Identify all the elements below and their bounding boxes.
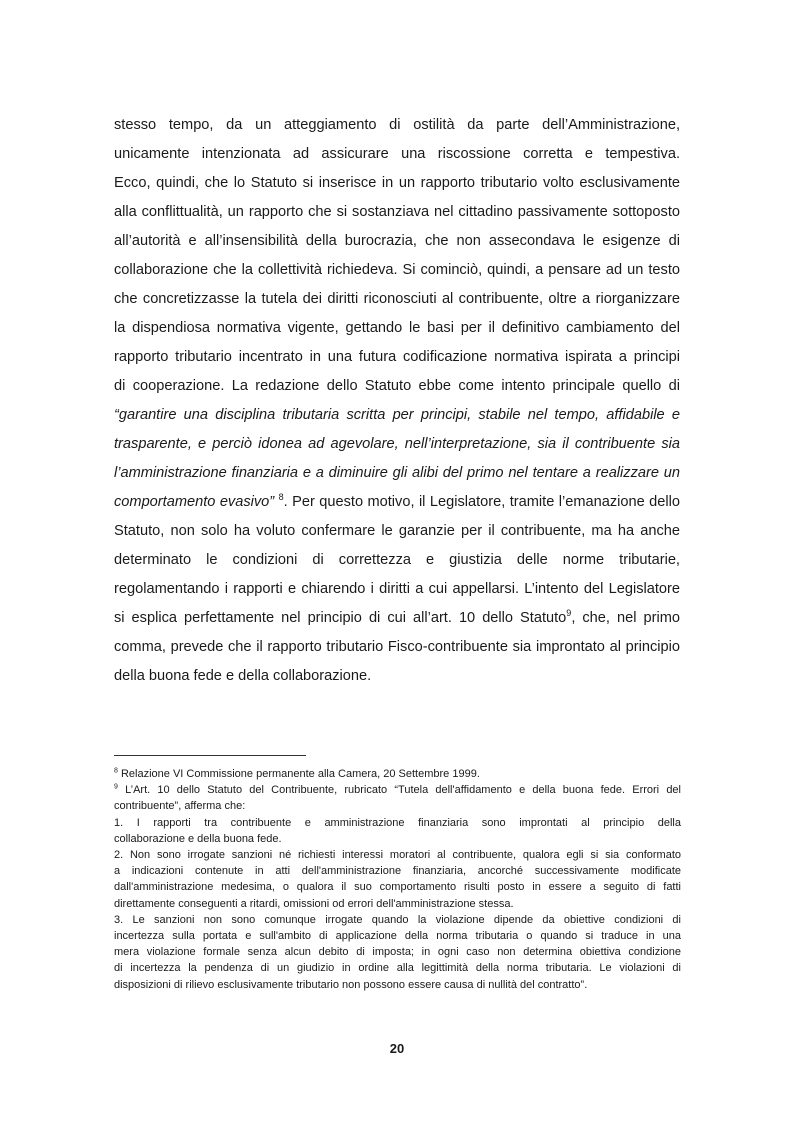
quote-text: trasparente, e perciò idonea ad agevolare, nell’interpretazione, sia il contribuente sia: [114, 436, 680, 452]
footnote-line: mera violazione formale senza alcun debito di imposta; in ogni caso non determina obiettiva condizione: [114, 946, 681, 959]
footnote-line: 2. Non sono irrogate sanzioni né richiesti interessi moratori al contribuente, qualora egli si sia conformato: [114, 849, 681, 862]
quote-line: [114, 430, 680, 459]
footnote-line: dall'amministrazione medesima, o qualora il suo comportamento risulti posto in essere a seguito di fatti: [114, 881, 681, 894]
body-line: che concretizzasse la tutela dei diritti riconosciuti al contribuente, oltre a riorganizzare: [114, 291, 680, 307]
footnote-ref-line: [114, 604, 680, 633]
quote-end: comportamento evasivo”: [114, 494, 275, 510]
body-line: stesso tempo, da un atteggiamento di ostilità da parte dell’Amministrazione,: [114, 117, 680, 133]
footnote-line: contribuente”, afferma che:: [114, 800, 246, 813]
quote-line: [114, 459, 680, 488]
footnote-line: disposizioni di rilievo esclusivamente tributario non possono essere causa di nullità del contratto”.: [114, 978, 588, 991]
body-line: della buona fede e della collaborazione.: [114, 668, 372, 684]
footnotes: [114, 766, 681, 993]
footnote-ref-9[interactable]: 9: [566, 608, 572, 619]
body-segment: si esplica perfettamente nel principio di cui all’art. 10 dello Statuto: [114, 610, 567, 626]
footnote-line: 3. Le sanzioni non sono comunque irrogate quando la violazione dipende da obiettive condizioni di: [114, 913, 681, 926]
body-text: [114, 111, 680, 691]
footnote-8: [114, 766, 681, 782]
body-line: alla conflittualità, un rapporto che si sostanziava nel cittadino passivamente sottoposto: [114, 204, 680, 220]
footnote-9: [114, 782, 681, 798]
body-line: Statuto, non solo ha voluto confermare le garanzie per il contribuente, ma ha anche: [114, 523, 680, 539]
footnote-line: direttamente conseguenti a ritardi, omissioni od errori dell'amministrazione stessa.: [114, 897, 514, 910]
footnote-separator: [114, 755, 306, 756]
page-number: 20: [389, 1041, 405, 1056]
body-line: regolamentando i rapporti e chiarendo i diritti a cui appellarsi. L’intento del Legislatore: [114, 581, 680, 597]
footnote-line: a indicazioni contenute in atti dell'amministrazione finanziaria, ancorché successivamente modificate: [114, 865, 681, 878]
footnote-line: 1. I rapporti tra contribuente e amministrazione finanziaria sono improntati al principio della: [114, 816, 681, 829]
footnote-line: collaborazione e della buona fede.: [114, 832, 282, 845]
quote-end-line: [114, 488, 680, 517]
body-line: all’autorità e all’insensibilità della burocrazia, che non assecondava le esigenze di: [114, 233, 680, 249]
footnote-number: 8: [114, 767, 118, 775]
quote-text: l’amministrazione finanziaria e a diminuire gli alibi del primo nel tentare a realizzare un: [114, 465, 680, 481]
footnote-text: L’Art. 10 dello Statuto del Contribuente, rubricato “Tutela dell'affidamento e della buona fede. Errori del: [125, 784, 681, 797]
after-quote-text: . Per questo motivo, il Legislatore, tramite l’emanazione dello: [283, 494, 681, 510]
body-line: Ecco, quindi, che lo Statuto si inserisce in un rapporto tributario volto esclusivamente: [114, 175, 680, 191]
body-line: determinato le condizioni di correttezza e giustizia delle norme tributarie,: [114, 552, 680, 568]
quote-line: [114, 401, 680, 430]
body-segment: , che, nel primo: [571, 610, 680, 626]
footnote-text: Relazione VI Commissione permanente alla Camera, 20 Settembre 1999.: [120, 768, 480, 780]
body-line: rapporto tributario incentrato in una futura codificazione normativa ispirata a principi: [114, 349, 680, 365]
footnote-number: 9: [114, 783, 118, 791]
footnote-line: incertezza sulla portata e sull'ambito di applicazione della norma tributaria o quando si traduce in una: [114, 930, 681, 943]
body-line: di cooperazione. La redazione dello Statuto ebbe come intento principale quello di: [114, 378, 680, 394]
body-line: comma, prevede che il rapporto tributario Fisco-contribuente sia improntato al principio: [114, 639, 680, 655]
body-line: unicamente intenzionata ad assicurare una riscossione corretta e tempestiva.: [114, 146, 680, 162]
body-line: la dispendiosa normativa vigente, gettando le basi per il definitivo cambiamento del: [114, 320, 680, 336]
footnote-ref-8[interactable]: 8: [278, 492, 284, 503]
body-line: collaborazione che la collettività richiedeva. Si cominciò, quindi, a pensare ad un testo: [114, 262, 680, 278]
footnote-line: di incertezza la pendenza di un giudizio in ordine alla legittimità della norma tributaria. Le violazioni di: [114, 962, 681, 975]
quote-text: “garantire una disciplina tributaria scritta per principi, stabile nel tempo, affidabile e: [114, 407, 680, 423]
